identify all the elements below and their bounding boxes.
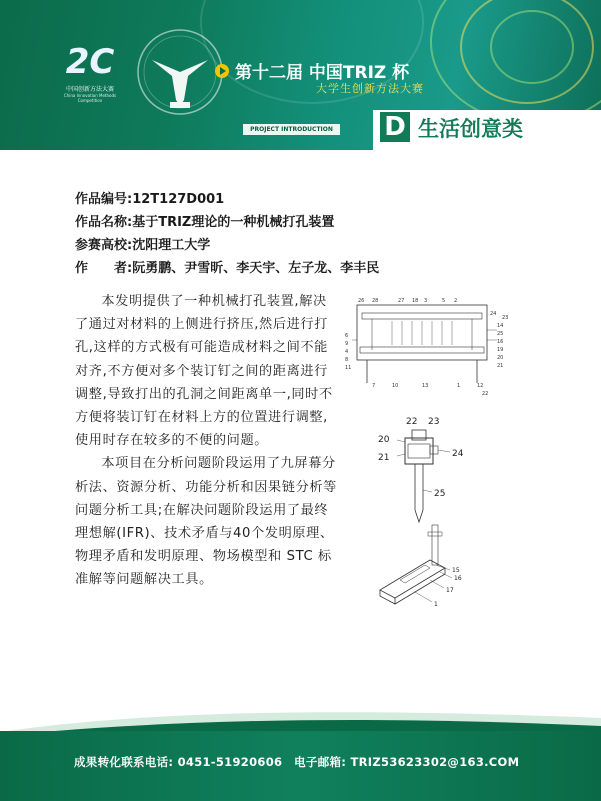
logo-cn-text: 中国创新方法大赛 bbox=[65, 86, 114, 93]
fig1-label: 1 bbox=[457, 383, 461, 389]
project-number: 作品编号:12T127D001 bbox=[75, 192, 225, 207]
project-name: 作品名称:基于TRIZ理论的一种机械打孔装置 bbox=[75, 215, 335, 230]
fig1-label: 13 bbox=[422, 383, 429, 389]
fig1-label: 28 bbox=[372, 298, 379, 304]
fig2-label: 24 bbox=[452, 449, 464, 459]
fig1-label: 20 bbox=[497, 355, 504, 361]
category-name: 生活创意类 bbox=[418, 117, 523, 141]
fig2-label: 22 bbox=[406, 417, 418, 427]
fig1-label: 11 bbox=[345, 365, 352, 371]
fig2-label: 23 bbox=[428, 417, 440, 427]
fig2-label: 20 bbox=[378, 435, 390, 445]
project-meta bbox=[75, 188, 379, 280]
play-icon bbox=[215, 64, 229, 78]
logo-mark: 2C bbox=[65, 42, 115, 82]
competition-subtitle: 大学生创新方法大赛 bbox=[316, 82, 424, 95]
swirl-decoration bbox=[490, 10, 574, 84]
fig1-label: 14 bbox=[497, 323, 504, 329]
category-letter: D bbox=[380, 112, 410, 142]
fig1-label: 25 bbox=[497, 331, 504, 337]
project-authors: 作 者:阮勇鹏、尹雪昕、李天宇、左子龙、李丰民 bbox=[75, 261, 380, 276]
fig1-label: 21 bbox=[497, 363, 504, 369]
punch-detail-diagram bbox=[372, 410, 472, 530]
device-front-diagram bbox=[342, 295, 518, 400]
fig1-label: 22 bbox=[482, 391, 489, 397]
fig1-label: 26 bbox=[358, 298, 365, 304]
fig2-label: 25 bbox=[434, 489, 446, 499]
fig1-label: 23 bbox=[502, 315, 509, 321]
fig2-label: 21 bbox=[378, 453, 390, 463]
fig1-label: 12 bbox=[477, 383, 484, 389]
base-perspective-diagram bbox=[370, 520, 470, 610]
fig1-label: 24 bbox=[490, 311, 497, 317]
fig1-label: 19 bbox=[497, 347, 504, 353]
fig1-label: 10 bbox=[392, 383, 399, 389]
fig1-label: 2 bbox=[454, 298, 458, 304]
fig1-label: 16 bbox=[497, 339, 504, 345]
fig1-label: 4 bbox=[345, 349, 349, 355]
fig1-label: 18 bbox=[412, 298, 419, 304]
fig3-label: 17 bbox=[446, 587, 454, 594]
project-school: 参赛高校:沈阳理工大学 bbox=[75, 238, 211, 253]
footer-contact: 成果转化联系电话: 0451-51920606 电子邮箱: TRIZ53623302@163.COM bbox=[74, 755, 520, 769]
logo-en-text: China Innovation Methods Competition bbox=[63, 93, 117, 103]
fig1-label: 5 bbox=[442, 298, 446, 304]
project-description bbox=[75, 290, 337, 592]
competition-logo bbox=[60, 42, 120, 103]
fig1-label: 3 bbox=[424, 298, 428, 304]
fig3-label: 1 bbox=[434, 601, 438, 608]
fig3-label: 15 bbox=[452, 567, 460, 574]
fig1-label: 6 bbox=[345, 333, 349, 339]
paragraph-1: 本发明提供了一种机械打孔装置,解决了通过对材料的上侧进行挤压,然后进行打孔,这样的方式极有可能造成材料之间不能对齐,不方便对多个装订钉之间的距离进行调整,导致打出的孔洞之间距离单一,同时不方便将装订钉在材料上方的位置进行调整,使用时存在较多的不便的问题。 bbox=[75, 294, 333, 449]
fig1-label: 9 bbox=[345, 341, 349, 347]
fig1-label: 27 bbox=[398, 298, 405, 304]
fig1-label: 8 bbox=[345, 357, 349, 363]
fig1-label: 7 bbox=[372, 383, 376, 389]
paragraph-2: 本项目在分析问题阶段运用了九屏幕分析法、资源分析、功能分析和因果链分析等问题分析工具;在解决问题阶段运用了最终理想解(IFR)、技术矛盾与40个发明原理、物理矛盾和发明原理、物场模型和 STC 标准解等问题解决工具。 bbox=[75, 456, 337, 588]
project-intro-label: PROJECT INTRODUCTION bbox=[243, 124, 340, 135]
title-text: 第十二届 中国TRIZ 杯 bbox=[235, 63, 410, 83]
fig3-label: 16 bbox=[454, 575, 462, 582]
